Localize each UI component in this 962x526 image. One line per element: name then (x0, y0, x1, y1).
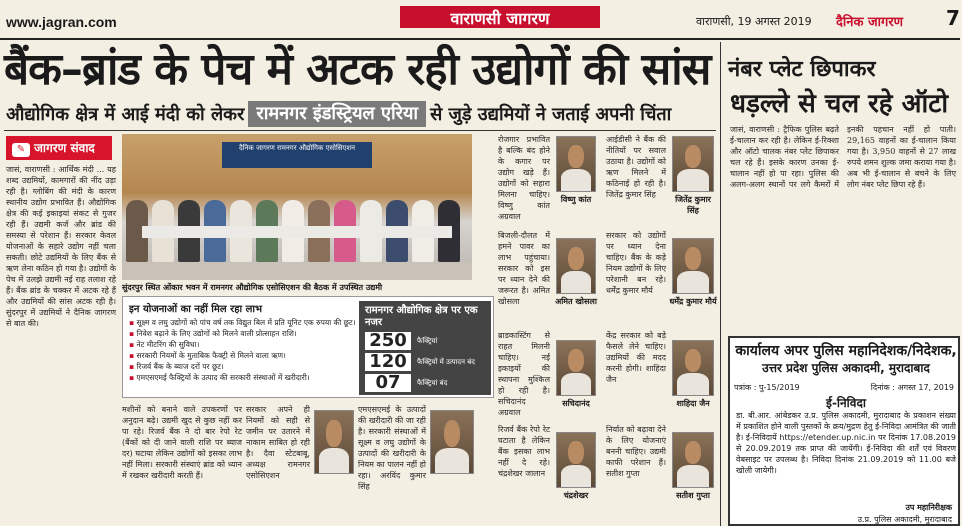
list-item: ▪ रिजर्व बैंक के ब्याज दरों पर छूट। (129, 361, 354, 372)
paper-logo: दैनिक जागरण (836, 15, 904, 30)
person-name: शाहिदा जैन (676, 399, 710, 408)
schemes-title: इन योजनाओं का नहीं मिल रहा लाभ (129, 304, 262, 315)
stat-label: फैक्ट्रियों में उत्पादन बंद (417, 357, 475, 366)
stats-title: रामनगर औद्योगिक क्षेत्र पर एक नजर (365, 305, 478, 328)
dateline: वाराणसी, 19 अगस्त 2019 (696, 15, 812, 28)
story-column-1: जासं, वाराणसी : आर्थिक मंदी ... यह शब्द उद्यमियों, कामगारों की नींद उड़ा रही है। ग्लोबिंग की मंदी के कारण स्थानीय उद्योग प्रभावित हैं। औद्योगिक क्षेत्र की कई इकाइयां संकट से गुजर रही हैं। उद्यमी कर्ज और ब्रांड की समस्या से परेशान हैं। सरकार केवल योजनाओं के सहारे उद्योग नहीं चला सकती। छोटे उद्यमियों के लिए बैंक से ऋण लेना कठिन हो गया है। उद्योगों के पेच में उलझे उद्यमी नई राह तलाश रहे हैं। बैंक ब्रांड के चक्कर में अटक रहे हैं और उद्यमियों की सांस अटक रही है। सुंदरपुर में उद्यमियों ने दैनिक जागरण से बात की। (6, 165, 116, 328)
list-item: ▪ एमएसएमई फैक्ट्रियों के उत्पाद की सरकारी संस्थाओं में खरीदारी। (129, 372, 354, 383)
quote-arvind: एमएसएमई के उत्पादों की खरीदारी की जा रही है। सरकारी संस्थाओं में सूक्ष्म व लघु उद्योगों के उत्पादों की खरीदारी के नियम का पालन नहीं हो रहा। अरविंद कुमार सिंह (358, 405, 426, 491)
quote-chandrashekhar: रिजर्व बैंक रेपो रेट घटाता है लेकिन बैंक इसका लाभ नहीं दे रहे। चंद्रशेखर जालान (498, 425, 550, 478)
samvad-label: जागरण संवाद (34, 141, 95, 155)
right-story-body: जासं, वाराणसी : ट्रैफिक पुलिस बढ़ते ई-चालान कर रही है। लेकिन ई-रिक्शा और ऑटो चालक नंबर प्लेट छिपाकर चल रहे हैं। इसके कारण उनका ई-चालान नहीं हो पा रहा। पुलिस की अलग-अलग स्थानों पर लगे कैमरों में इनकी पहचान नहीं हो पाती। 29,165 वाहनों का ई-चालान किया गया है। 3,950 वाहनों से 27 लाख रुपये शमन शुल्क जमा कराया गया है। अब भी ई-चालान से बचने के लिए लोग नंबर प्लेट छिपा रहे हैं। (730, 125, 956, 189)
schemes-box (122, 296, 494, 398)
person-name: सचिदानंद (562, 399, 590, 408)
person-name: विष्णु कांत (560, 195, 592, 204)
notice-date: दिनांक : अगस्त 17, 2019 (870, 383, 954, 392)
subhead-post: से जुड़े उद्यमियों ने जताई अपनी चिंता (430, 104, 672, 125)
stats-panel (359, 301, 491, 395)
notice-body: डा. बी.आर. आंबेडकर उ.प्र. पुलिस अकादमी, मुरादाबाद के प्रकाशन संख्या में प्रकाशित होने वाली पुस्तकों के क्रय/मुद्रण हेतु ई-निविदा आमंत्रित की जाती है। ई-निविदायें https://etender.up.nic.in पर दिनांक 17.08.2019 से 20.09.2019 तक प्राप्त की जायेंगी। ई-निविदा की शर्तें एवं विवरण वेबसाइट पर उपलब्ध है। निविदा दिनांक 21.09.2019 को 11.00 बजे खोली जायेगी। (736, 411, 956, 475)
stat-row (365, 353, 485, 371)
jagran-samvad-badge (6, 136, 112, 160)
person-photo (672, 340, 714, 396)
main-subhead (6, 100, 718, 128)
list-item: ▪ सूक्ष्म व लघु उद्योगों को पांच वर्ष तक विद्युत बिल में प्रति यूनिट एक रुपया की छूट। (129, 317, 354, 328)
person-photo (556, 136, 596, 192)
stat-number: 250 (365, 332, 411, 350)
stat-row (365, 374, 485, 392)
person-photo (314, 410, 354, 474)
right-headline-2: धड़ल्ले से चल रहे ऑटो (730, 89, 949, 119)
page-number: 7 (946, 6, 960, 30)
person-photo (556, 340, 596, 396)
person-name: सतीश गुप्ता (676, 491, 710, 500)
quote-president: सरकार अपने ही नियमों को सही से जमीन पर उतारने में नाकाम साबित हो रही है। दैवा स्टेटबाबू, अध्यक्ष रामनगर एसोसिएशन (246, 405, 310, 480)
person-photo (672, 432, 714, 488)
headline-rule (4, 130, 716, 131)
main-headline: बैंक–ब्रांड के पेच में अटक रही उद्योगों की सांस (4, 44, 711, 95)
notice-signatory-office: उ.प्र. पुलिस अकादमी, मुरादाबाद (857, 515, 952, 524)
story-column-2: मशीनों को बनाने वाले उपकरणों पर अनुदान बढ़े। उद्यमी खुद से कुछ नहीं कर पा रहे। रिजर्व बैंक ने दो बार रेपो रेट (बैंकों को दी जाने वाली राशि पर ब्याज दर) घटाया लेकिन उद्योगों को इसका लाभ नहीं मिला। सरकारी संस्थाएं ब्रांड को ध्यान में रखकर खरीदारी करती हैं। (122, 405, 242, 480)
person-name: अमित खोसला (555, 297, 597, 306)
notice-ref: पत्रांक : पु-15/2019 (734, 383, 800, 392)
person-photo (430, 410, 474, 474)
schemes-list (129, 317, 354, 383)
list-item: ▪ सरकारी नियमों के मुताबिक फैक्ट्री से मिलने वाला ऋण। (129, 350, 354, 361)
person-photo (556, 238, 596, 294)
column-divider (720, 42, 721, 526)
meeting-photo (122, 134, 472, 280)
site-url[interactable]: www.jagran.com (6, 14, 117, 30)
tender-notice (728, 336, 960, 526)
mic-icon: ✎ (12, 143, 30, 157)
stat-number: 120 (365, 353, 411, 371)
list-item: ▪ नेट मीटरिंग की सुविधा। (129, 339, 354, 350)
right-headline-1: नंबर प्लेट छिपाकर (728, 57, 876, 82)
subhead-pre: औद्योगिक क्षेत्र में आई मंदी को लेकर (6, 104, 245, 125)
stat-row (365, 332, 485, 350)
quote-sachidanand: ब्राडकास्टिंग से राहत मिलनी चाहिए। नई इकाइयों की स्थापना मुश्किल हो रही है। सचिदानंद अग्रवाल (498, 331, 550, 417)
stat-label: फैक्ट्रियां बंद (417, 378, 448, 387)
quote-amit: बिजली-दौलत में हमने पावर का लाभ पहुंचाया। सरकार को इस पर ध्यान देने की जरूरत है। अमित खोसला (498, 231, 550, 306)
quote-dharmendra: सरकार को उद्योगों पर ध्यान देना चाहिए। बैंक के कड़े नियम उद्योगों के लिए परेशानी बन रहे। धर्मेंद्र कुमार मौर्य (606, 231, 666, 295)
stat-number: 07 (365, 374, 411, 392)
person-photo (672, 136, 714, 192)
photo-table (142, 226, 452, 238)
quote-jitendra: आईडीसी ने बैंक की नीतियों पर सवाल उठाया है। उद्योगों को ऋण मिलने में कठिनाई हो रही है। जितेंद्र कुमार सिंह (606, 135, 666, 199)
list-item: ▪ निवेश बढ़ाने के लिए उद्योगों को मिलने वाली प्रोत्साहन राशि। (129, 328, 354, 339)
photo-caption: सुंदरपुर स्थित ओंकार भवन में रामनगर औद्योगिक एसोसिएशन की बैठक में उपस्थित उद्यमी (122, 283, 383, 292)
person-name: चंद्रशेखर (563, 491, 589, 500)
notice-academy: उत्तर प्रदेश पुलिस अकादमी, मुरादाबाद (762, 361, 930, 375)
subhead-highlight: रामनगर इंडस्ट्रियल एरिया (248, 101, 426, 127)
person-photo (556, 432, 596, 488)
masthead-title: वाराणसी जागरण (400, 6, 600, 28)
notice-signatory: उप महानिरीक्षक (905, 503, 952, 512)
person-photo (672, 238, 714, 294)
quote-shahida: केंद्र सरकार को बड़े फैसले लेने चाहिए। उद्यमियों की मदद करनी होगी। शाहिदा जैन (606, 331, 666, 384)
quote-satish: निर्यात को बढ़ावा देने के लिए योजनाएं बननी चाहिए। उद्यमी काफी परेशान हैं। सतीश गुप्ता (606, 425, 666, 478)
photo-floor (122, 262, 472, 280)
stat-label: फैक्ट्रियां (417, 336, 438, 345)
notice-office: कार्यालय अपर पुलिस महानिदेशक/निदेशक, (735, 343, 957, 359)
person-name: जितेंद्र कुमार सिंह (675, 195, 711, 215)
notice-title: ई-निविदा (826, 396, 866, 410)
photo-banner: दैनिक जागरण रामनगर औद्योगिक एसोसिएशन (222, 142, 372, 168)
quote-vishnu: रोजगार प्रभावित है बल्कि बंद होने के कगार पर उद्योग खड़े हैं। उद्योगों को सहारा मिलना चाहिए। विष्णु कांत अग्रवाल (498, 135, 550, 221)
person-name: धर्मेंद्र कुमार मौर्य (669, 297, 717, 306)
